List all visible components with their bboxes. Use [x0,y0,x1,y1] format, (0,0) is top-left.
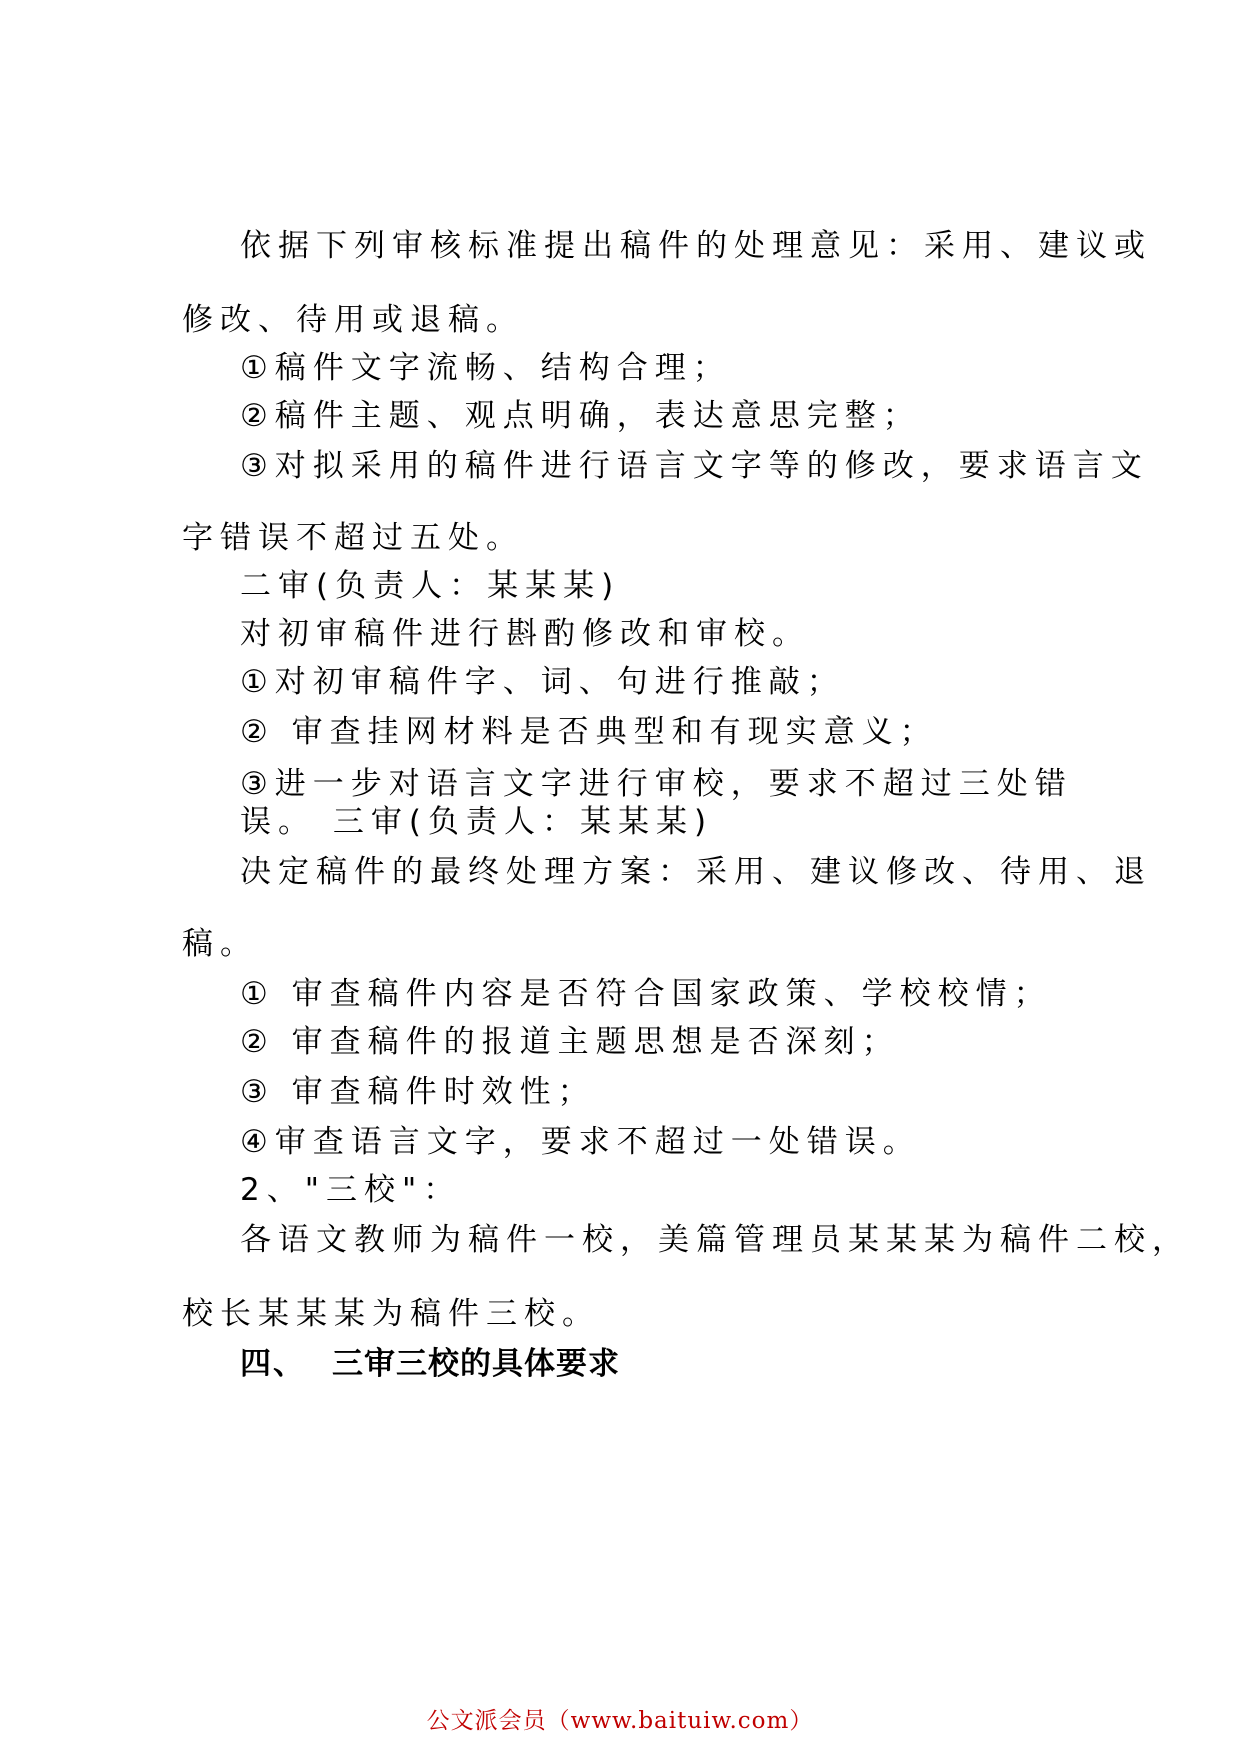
paragraph: 各语文教师为稿件一校，美篇管理员某某某为稿件二校， [240,1222,1190,1258]
list-item: ②稿件主题、观点明确，表达意思完整； [240,398,921,434]
list-item: ① 审查稿件内容是否符合国家政策、学校校情； [240,976,1052,1012]
list-item: ② 审查挂网材料是否典型和有现实意义； [240,714,938,750]
list-item: ③对拟采用的稿件进行语言文字等的修改，要求语言文 [240,448,1149,484]
paragraph: 依据下列审核标准提出稿件的处理意见：采用、建议或 [240,228,1152,264]
paragraph-continuation: 校长某某某为稿件三校。 [182,1296,600,1332]
section-title: 三审三校的具体要求 [332,1346,620,1382]
paragraph: 对初审稿件进行斟酌修改和审校。 [240,616,810,652]
list-item: ①对初审稿件字、词、句进行推敲； [240,664,845,700]
paragraph-continuation: 字错误不超过五处。 [182,520,524,556]
list-item: ①稿件文字流畅、结构合理； [240,350,731,386]
paragraph-continuation: 误。 三审(负责人：某某某) [240,804,714,840]
watermark-name: 公文派会员 [426,1708,547,1734]
section-number: 四、 [240,1346,306,1382]
list-item: ④审查语言文字，要求不超过一处错误。 [240,1124,921,1160]
list-item: ③ 审查稿件时效性； [240,1074,596,1110]
paragraph-continuation: 稿。 [182,926,258,962]
paragraph: 决定稿件的最终处理方案：采用、建议修改、待用、退 [240,854,1152,890]
list-item: ② 审查稿件的报道主题思想是否深刻； [240,1024,900,1060]
subsection-title: 2、"三校"： [240,1172,462,1208]
subsection-title: 二审(负责人：某某某) [240,568,621,604]
footer-watermark [0,1706,1240,1736]
list-item: ③进一步对语言文字进行审校，要求不超过三处错 [240,766,1073,802]
paragraph-continuation: 修改、待用或退稿。 [182,302,524,338]
watermark-url: （www.baituiw.com） [546,1708,814,1734]
section-heading [240,1344,620,1384]
